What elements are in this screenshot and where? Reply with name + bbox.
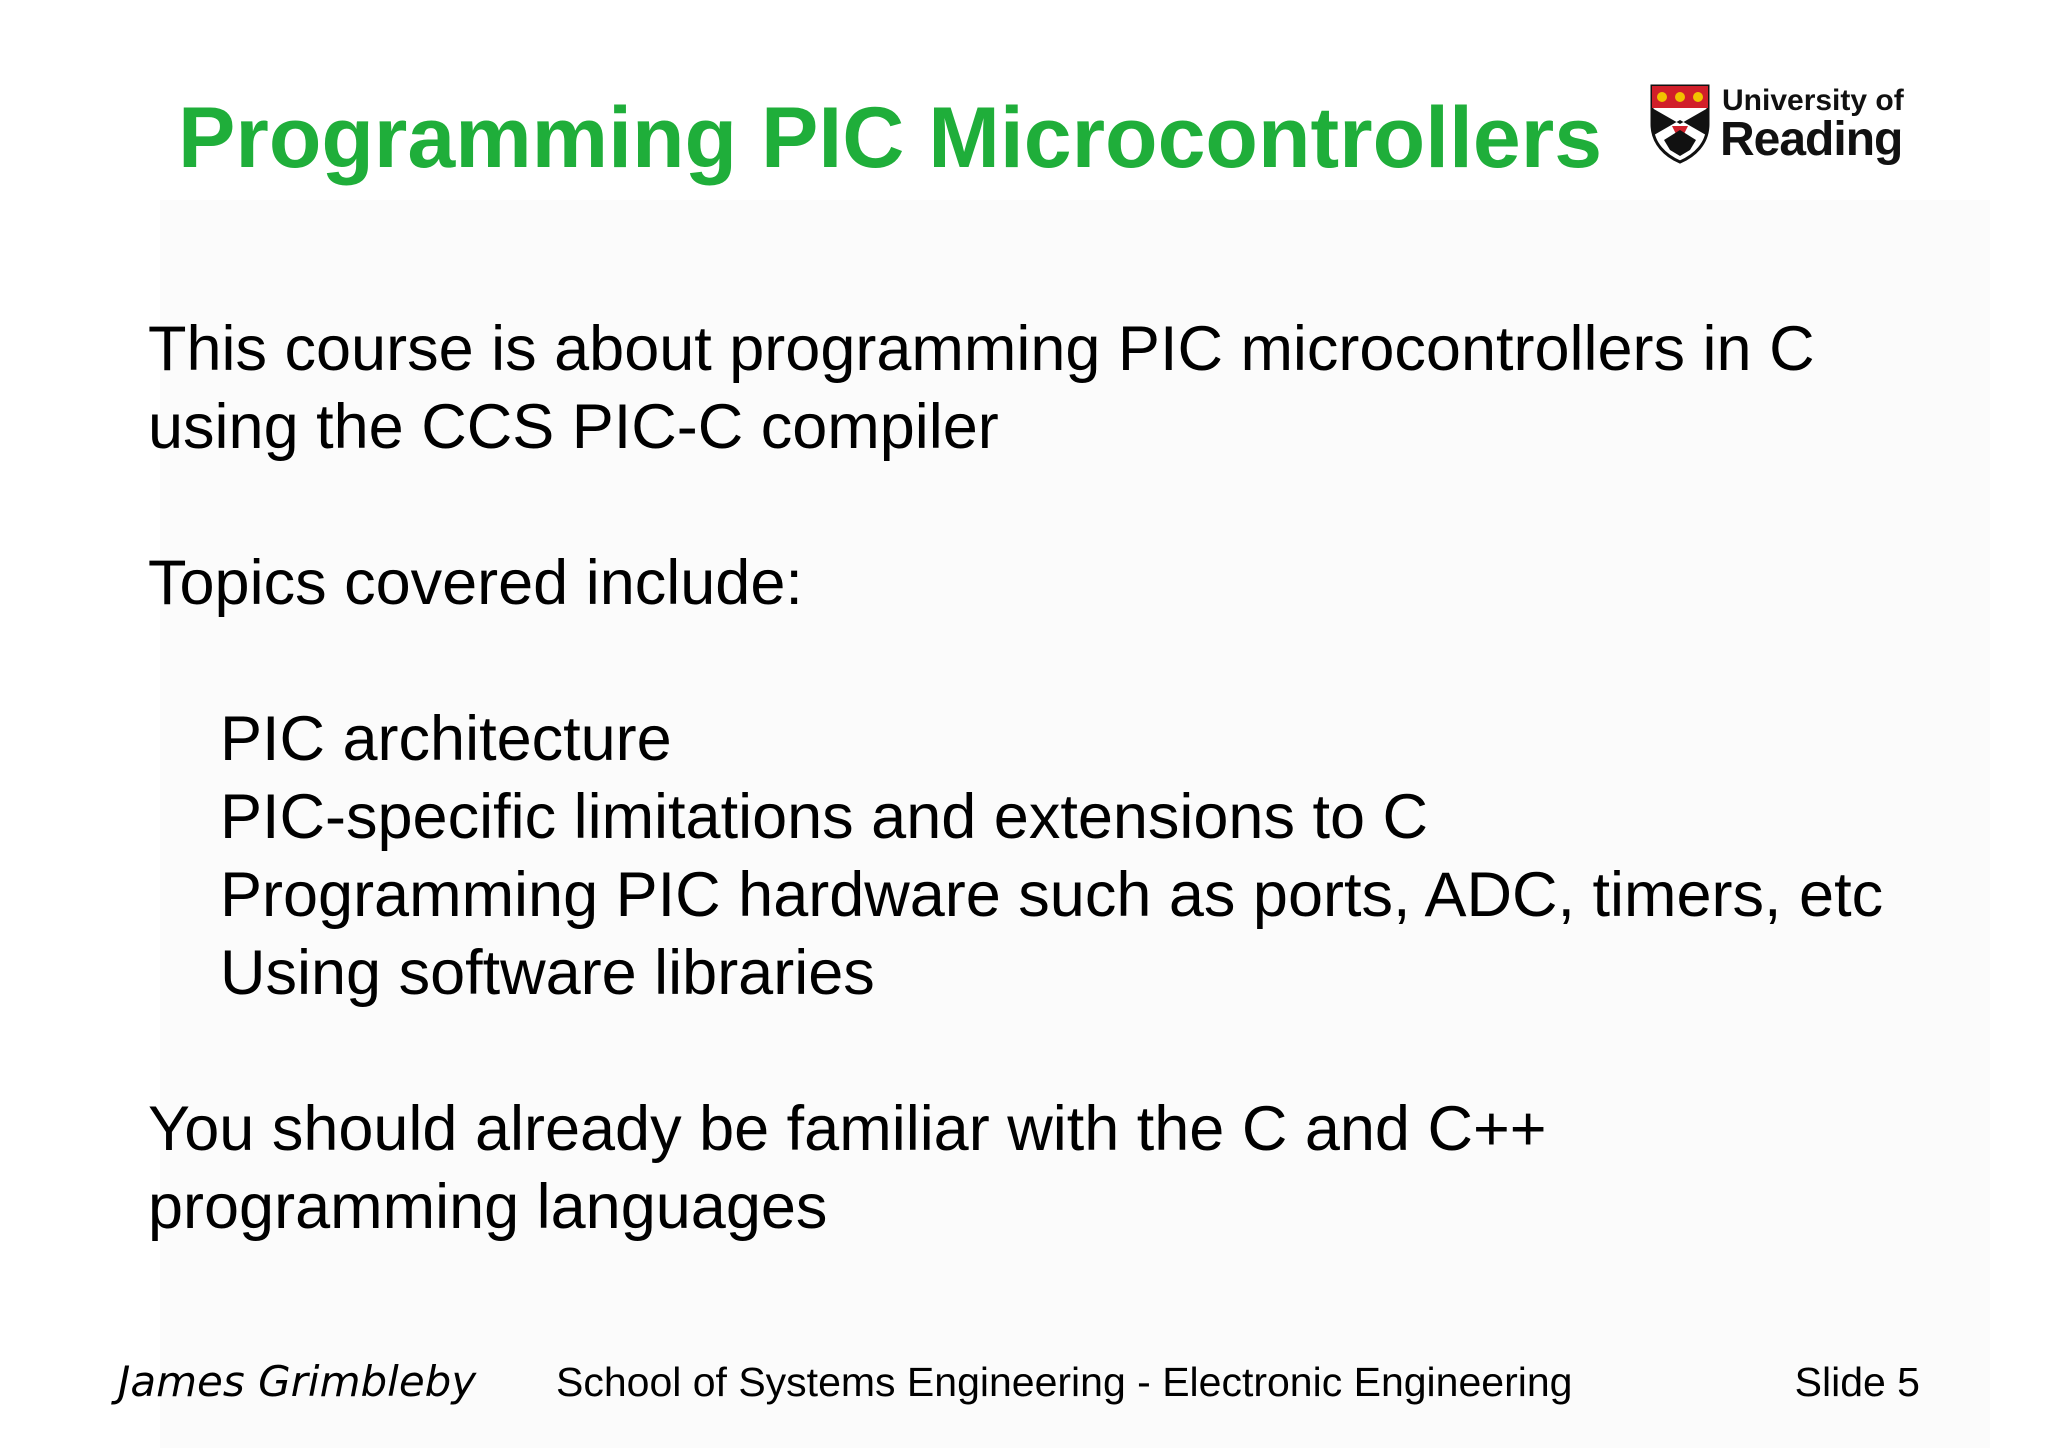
logo-text-university-of: University of <box>1722 84 1904 117</box>
closing-line-1: You should already be familiar with the C and C++ <box>148 1094 1547 1164</box>
slide-title: Programming PIC Microcontrollers <box>178 90 1603 186</box>
topic-item: PIC-specific limitations and extensions to C <box>220 782 1429 852</box>
spacer <box>148 1012 2008 1090</box>
topics-heading: Topics covered include: <box>148 548 803 618</box>
footer-slide-number: Slide 5 <box>1794 1359 1920 1405</box>
slide-footer <box>0 1352 2048 1422</box>
logo-text-reading: Reading <box>1720 113 1903 166</box>
closing-line-2: programming languages <box>148 1172 828 1242</box>
topic-item: PIC architecture <box>220 704 672 774</box>
topics-list <box>148 700 2008 1012</box>
footer-school: School of Systems Engineering - Electronic Engineering <box>556 1359 1573 1405</box>
footer-author: James Grimbleby <box>118 1357 477 1406</box>
slide-body <box>148 310 2008 1246</box>
intro-line-2: using the CCS PIC-C compiler <box>148 392 999 462</box>
topic-item: Programming PIC hardware such as ports, ADC, timers, etc <box>220 860 1884 930</box>
intro-line-1: This course is about programming PIC microcontrollers in C <box>148 314 1815 384</box>
spacer <box>148 466 2008 544</box>
spacer <box>148 622 2008 700</box>
university-logo <box>1650 84 1910 174</box>
topic-item: Using software libraries <box>220 938 875 1008</box>
university-crest-icon <box>1650 84 1710 164</box>
